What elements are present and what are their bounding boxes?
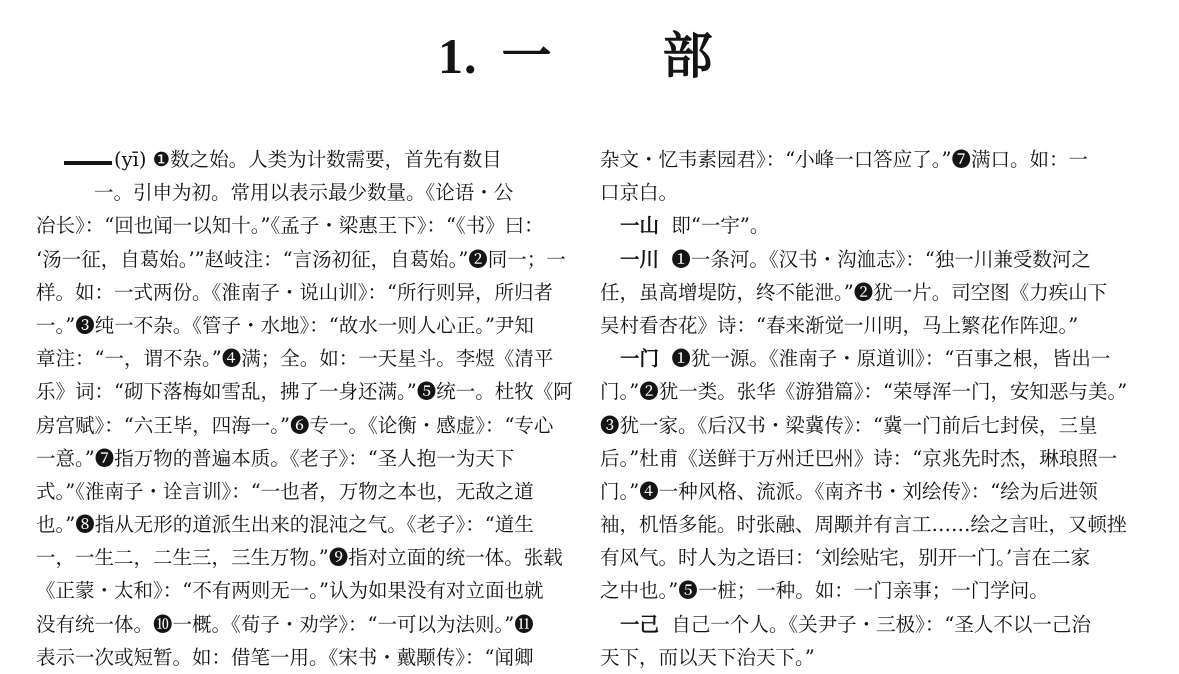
text-line: ‘汤一征，自葛始。’”赵岐注：“言汤初征，自葛始。”❷同一；一 <box>36 247 566 271</box>
text-line: 章注：“一，谓不杂。”❹满；全。如：一天星斗。李煜《清平 <box>36 347 554 371</box>
entry-headword: 一己 <box>620 612 660 636</box>
text-line: 式。”《淮南子・诠言训》：“一也者，万物之本也，无敌之道 <box>36 479 534 503</box>
text-line: 口京白。 <box>600 181 679 205</box>
entry-headword: 一门 <box>620 347 660 371</box>
text-line: 乐》词：“砌下落梅如雪乱，拂了一身还满。”❺统一。杜牧《阿 <box>36 380 573 404</box>
text-line: 样。如：一式两份。《淮南子・说山训》：“所行则异，所归者 <box>36 280 553 304</box>
text-line: 一，一生二，二生三，三生万物。”❾指对立面的统一体。张载 <box>36 546 563 570</box>
text-line: 吴村看杏花》诗：“春来渐觉一川明，马上繁花作阵迎。” <box>600 313 1079 337</box>
text-line: 门。”❹一种风格、流派。《南齐书・刘绘传》：“绘为后进领 <box>600 479 1098 503</box>
section-number: 1. <box>438 28 478 84</box>
headword-dash <box>36 165 114 166</box>
entry-line <box>600 608 1145 641</box>
text-line: 杂文・忆韦素园君》：“小峰一口答应了。”❼满口。如：一 <box>600 148 1088 171</box>
text-line: 一。”❸纯一不杂。《管子・水地》：“故水一则人心正。”尹知 <box>36 313 534 337</box>
text-line: 有风气。时人为之语曰：‘刘绘贴宅，别开一门。’言在二家 <box>600 546 1091 570</box>
text-line: 后。”杜甫《送鲜于万州迁巴州》诗：“京兆先时杰，琳琅照一 <box>600 446 1118 470</box>
text-line: 之中也。”❺一桩；一种。如：一门亲事；一门学问。 <box>600 579 1049 603</box>
text-line: 一。引申为初。常用以表示最少数量。《论语・公 <box>94 181 514 205</box>
section-char: 部 <box>662 28 714 84</box>
entry-definition: 自己一个人。《关尹子・三极》：“圣人不以一己治 <box>671 612 1091 636</box>
left-column <box>36 143 576 674</box>
entry-definition: ❶犹一源。《淮南子・原道训》：“百事之根，皆出一 <box>671 347 1111 371</box>
text-line: ❸犹一家。《后汉书・梁冀传》：“冀一门前后七封侯，三皇 <box>600 413 1098 437</box>
entry-line <box>600 243 1145 276</box>
text-line: 天下，而以天下治天下。” <box>600 645 815 669</box>
section-title <box>438 26 714 86</box>
text-line: 袖，机悟多能。时张融、周颙并有言工……绘之言吐，又顿挫 <box>600 513 1127 537</box>
entry-definition: ❶一条河。《汉书・沟洫志》：“独一川兼受数河之 <box>671 247 1091 271</box>
entry-definition: 即“一宇”。 <box>671 214 770 238</box>
text-line: 《正蒙・太和》：“不有两则无一。”认为如果没有对立面也就 <box>36 579 544 603</box>
text-line: 任，虽高增堤防，终不能泄。”❷犹一片。司空图《力疾山下 <box>600 280 1108 304</box>
radical-char: 一 <box>501 28 553 84</box>
text-line: 门。”❷犹一类。张华《游猎篇》：“荣辱浑一门，安知恶与美。” <box>600 380 1128 404</box>
entry-line <box>600 342 1145 375</box>
entry-headword: 一山 <box>620 214 660 238</box>
right-column <box>600 143 1145 674</box>
text-line: 表示一次或短暂。如：借笔一用。《宋书・戴颙传》：“闻卿 <box>36 645 534 669</box>
entry-line <box>600 209 1145 242</box>
entry-headword: 一川 <box>620 247 660 271</box>
text-line: 房宫赋》：“六王毕，四海一。”❻专一。《论衡・感虚》：“专心 <box>36 413 554 437</box>
text-line: 冶长》：“回也闻一以知十。”《孟子・梁惠王下》：“《书》曰： <box>36 214 544 238</box>
text-line: 一意。”❼指万物的普遍本质。《老子》：“圣人抱一为天下 <box>36 446 515 470</box>
text-line: (yī) ❶数之始。人类为计数需要，首先有数目 <box>36 143 576 176</box>
text-line: 没有统一体。❿一概。《荀子・劝学》：“一可以为法则。”⓫ <box>36 612 534 636</box>
text-line: 也。”❽指从无形的道派生出来的混沌之气。《老子》：“道生 <box>36 513 534 537</box>
